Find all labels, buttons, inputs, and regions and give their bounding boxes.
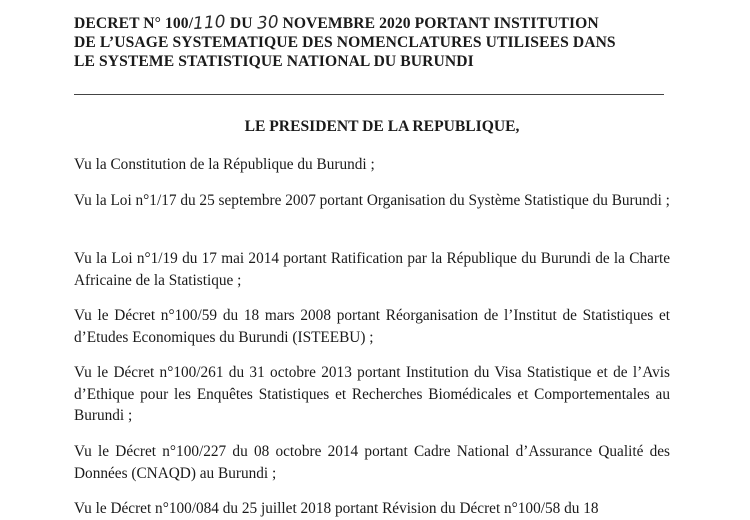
handwritten-decree-number: 110 (192, 11, 227, 35)
consideration-paragraph: Vu la Loi n°1/17 du 25 septembre 2007 portant Organisation du Système Statistique du Burundi ; (74, 192, 670, 209)
consideration-paragraph: Vu la Loi n°1/19 du 17 mai 2014 portant Ratification par la République du Burundi de la Charte Africaine de la Statistique ; (74, 250, 670, 289)
decree-title-line-3: LE SYSTEME STATISTIQUE NATIONAL DU BURUNDI (74, 53, 474, 70)
title-prefix: DECRET N° 100/ (74, 15, 194, 32)
consideration-paragraph: Vu le Décret n°100/084 du 25 juillet 2018 portant Révision du Décret n°100/58 du 18 (74, 500, 599, 517)
president-heading: LE PRESIDENT DE LA REPUBLIQUE, (244, 118, 520, 135)
handwritten-decree-day: 30 (255, 12, 280, 34)
decree-title (74, 11, 694, 71)
title-line-1-rest: NOVEMBRE 2020 PORTANT INSTITUTION (278, 15, 599, 32)
consideration-paragraph: Vu le Décret n°100/227 du 08 octobre 2014 portant Cadre National d’Assurance Qualité des Données (CNAQD) au Burundi ; (74, 443, 670, 482)
consideration-paragraph: Vu le Décret n°100/59 du 18 mars 2008 portant Réorganisation de l’Institut de Statistiques et d’Etudes Economiques du Burundi (ISTEEBU) ; (74, 307, 670, 346)
decree-title-line-1 (74, 11, 694, 35)
consideration-paragraph: Vu le Décret n°100/261 du 31 octobre 2013 portant Institution du Visa Statistique et de l’Avis d’Ethique pour les Enquêtes Statistiques et Recherches Biomédicales et Comportementales au Burundi ; (74, 364, 670, 424)
title-divider (74, 94, 664, 95)
consideration-paragraph: Vu la Constitution de la République du Burundi ; (74, 156, 375, 173)
title-du: DU (225, 15, 257, 32)
decree-title-line-2: DE L’USAGE SYSTEMATIQUE DES NOMENCLATURES UTILISEES DANS (74, 34, 616, 51)
